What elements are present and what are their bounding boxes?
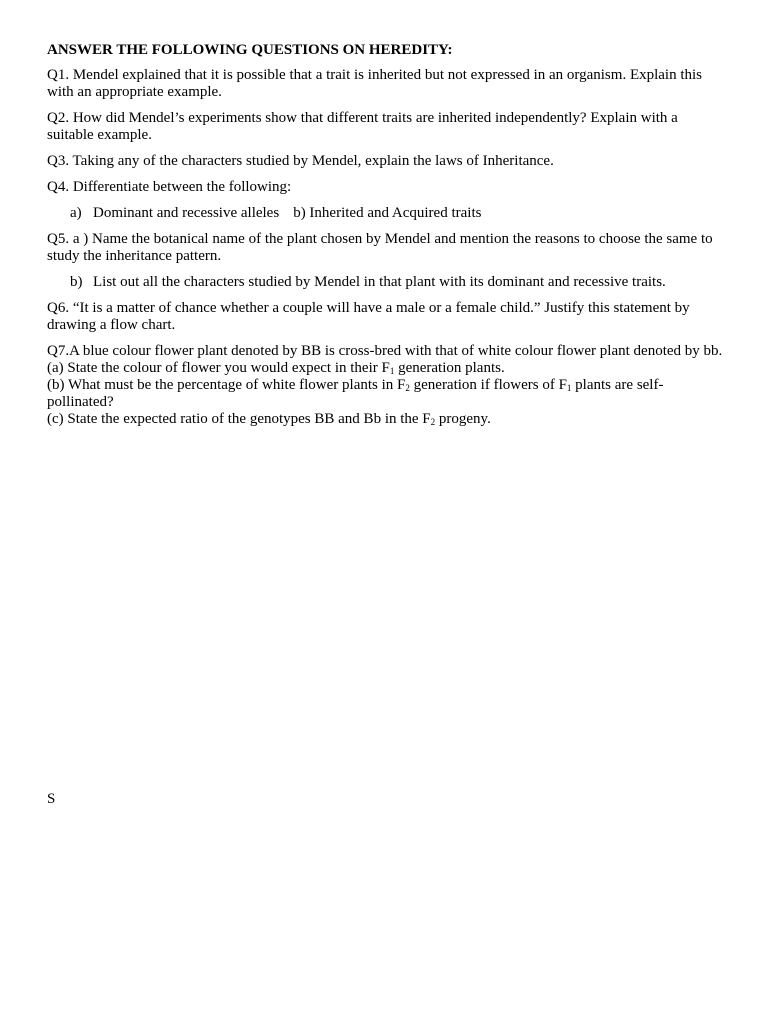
question-5-part-b-text: List out all the characters studied by Mendel in that plant with its dominant and recessive traits. bbox=[93, 274, 666, 290]
question-2: Q2. How did Mendel’s experiments show that different traits are inherited independently? Explain with a suitable example. bbox=[47, 110, 678, 143]
question-7-part-a: (a) State the colour of flower you would expect in their $F_1$ generation plants. bbox=[47, 360, 505, 376]
question-6: Q6. “It is a matter of chance whether a couple will have a male or a female child.” Justify this statement by drawing a flow chart. bbox=[47, 300, 690, 333]
question-5: Q5. a ) Name the botanical name of the plant chosen by Mendel and mention the reasons to choose the same to study the inheritance pattern. bbox=[47, 231, 713, 264]
question-4-part-b-text: b) Inherited and Acquired traits bbox=[293, 205, 482, 221]
question-4-part-a-text: Dominant and recessive alleles bbox=[93, 205, 280, 221]
question-5-part-b-label: b) bbox=[70, 274, 83, 290]
question-1: Q1. Mendel explained that it is possible that a trait is inherited but not expressed in an organism. Explain this with an appropriate example. bbox=[47, 67, 703, 100]
footer-mark: S bbox=[47, 791, 56, 807]
question-4-part-a-label: a) bbox=[70, 205, 82, 221]
question-5-part-b bbox=[70, 274, 727, 291]
question-3: Q3. Taking any of the characters studied by Mendel, explain the laws of Inheritance. bbox=[47, 153, 554, 169]
question-7-part-b: (b) What must be the percentage of white flower plants in $F_2$ generation if flowers of $F_1$ plants are self-pollinated? bbox=[47, 377, 664, 410]
question-7 bbox=[47, 343, 727, 428]
question-7-intro: Q7.A blue colour flower plant denoted by BB is cross-bred with that of white colour flower plant denoted by bb. bbox=[47, 343, 723, 359]
worksheet-page bbox=[47, 42, 727, 437]
worksheet-heading: ANSWER THE FOLLOWING QUESTIONS ON HEREDITY: bbox=[47, 42, 453, 58]
question-4: Q4. Differentiate between the following: bbox=[47, 179, 292, 195]
question-4-parts bbox=[70, 205, 727, 222]
question-7-part-c: (c) State the expected ratio of the genotypes BB and Bb in the $F_2$ progeny. bbox=[47, 411, 491, 427]
